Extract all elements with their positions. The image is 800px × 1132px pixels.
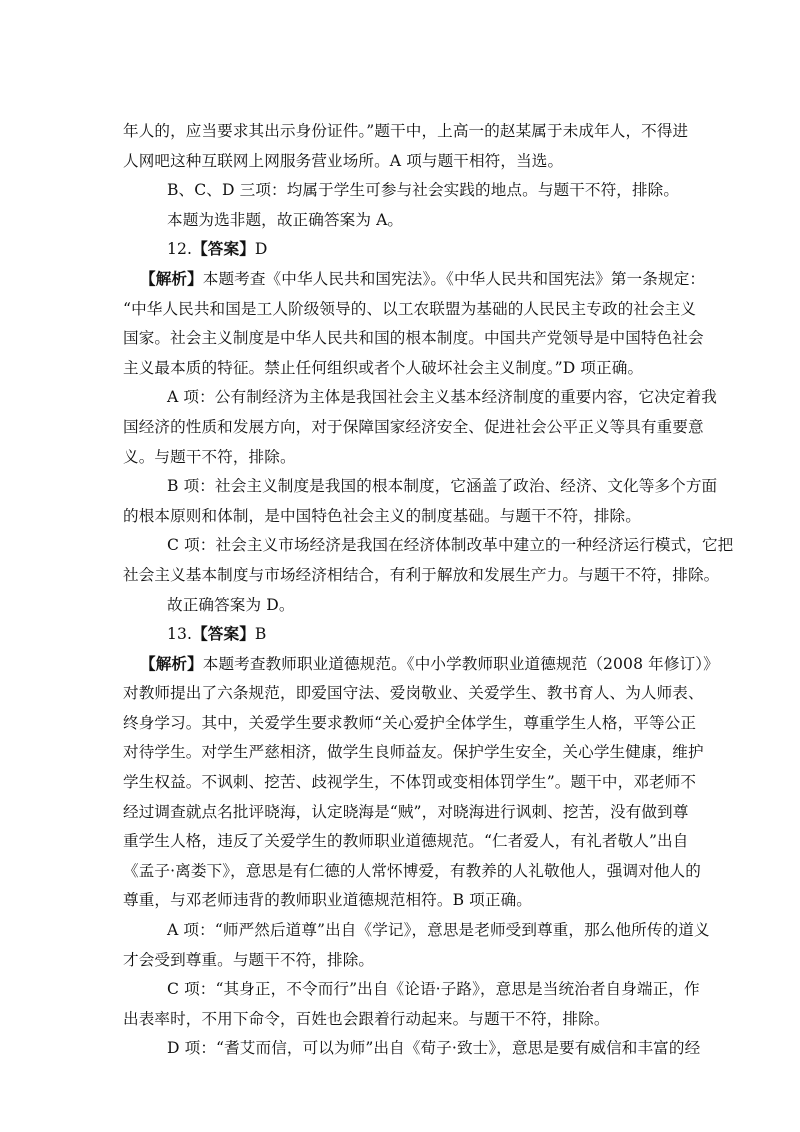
line-text: C 项：社会主义市场经济是我国在经济体制改革中建立的一种经济运行模式，它把	[167, 536, 734, 555]
text-line	[123, 443, 743, 473]
text-line	[123, 798, 743, 828]
text-line	[123, 1034, 743, 1064]
text-line	[123, 383, 743, 413]
text-line	[123, 886, 743, 916]
line-text: 经过调查就点名批评晓海，认定晓海是“贼”，对晓海进行讽刺、挖苦，没有做到尊	[123, 802, 689, 821]
line-text: 人网吧这种互联网上网服务营业场所。A 项与题干相符，当选。	[123, 151, 564, 170]
text-line	[123, 650, 743, 680]
line-text: 故正确答案为 D。	[167, 595, 295, 614]
line-text: 重学生人格，违反了关爱学生的教师职业道德规范。“仁者爱人，有礼者敬人”出自	[123, 832, 689, 851]
text-line	[123, 206, 743, 236]
line-text: 义。与题干不符，排除。	[123, 447, 296, 466]
section-marker: 【答案】	[192, 240, 255, 259]
text-line	[123, 324, 743, 354]
line-text: 对待学生。对学生严慈相济，做学生良师益友。保护学生安全，关心学生健康，维护	[123, 743, 704, 762]
line-text: A 项：“师严然后道尊”出自《学记》，意思是老师受到尊重，那么他所传的道义	[167, 921, 710, 940]
text-line	[123, 561, 743, 591]
line-text: 国家。社会主义制度是中华人民共和国的根本制度。中国共产党领导是中国特色社会	[123, 329, 704, 348]
text-line	[123, 946, 743, 976]
line-text: 终身学习。其中，关爱学生要求教师“关心爱护全体学生，尊重学生人格，平等公正	[123, 713, 697, 732]
line-text: B、C、D 三项：均属于学生可参与社会实践的地点。与题干不符，排除。	[167, 181, 680, 200]
text-line	[123, 265, 743, 295]
line-text: “中华人民共和国是工人阶级领导的、以工农联盟为基础的人民民主专政的社会主义	[123, 299, 697, 318]
text-line	[123, 117, 743, 147]
answer-explanation-text	[123, 117, 743, 1064]
line-text: 社会主义基本制度与市场经济相结合，有利于解放和发展生产力。与题干不符，排除。	[123, 565, 720, 584]
line-text: 才会受到尊重。与题干不符，排除。	[123, 950, 375, 969]
text-line	[123, 413, 743, 443]
text-line	[123, 620, 743, 650]
section-marker: 【答案】	[192, 625, 255, 644]
section-marker: 【解析】	[140, 654, 203, 673]
line-text: 本题考查《中华人民共和国宪法》。《中华人民共和国宪法》第一条规定：	[202, 269, 706, 288]
line-text: 尊重，与邓老师违背的教师职业道德规范相符。B 项正确。	[123, 891, 532, 910]
line-text: 13.	[167, 625, 193, 644]
text-line	[123, 679, 743, 709]
line-text: D	[254, 240, 268, 259]
text-line	[123, 738, 743, 768]
line-text: 对教师提出了六条规范，即爱国守法、爱岗敬业、关爱学生、教书育人、为人师表、	[123, 684, 704, 703]
text-line	[123, 176, 743, 206]
text-line	[123, 857, 743, 887]
line-text: 出表率时，不用下命令，百姓也会跟着行动起来。与题干不符，排除。	[123, 1009, 610, 1028]
text-line	[123, 531, 743, 561]
text-line	[123, 295, 743, 325]
line-text: B 项：社会主义制度是我国的根本制度，它涵盖了政治、经济、文化等多个方面	[167, 477, 718, 496]
line-text: 国经济的性质和发展方向，对于保障国家经济安全、促进社会公平正义等具有重要意	[123, 417, 704, 436]
text-line	[123, 768, 743, 798]
text-line	[123, 472, 743, 502]
text-line	[123, 591, 743, 621]
text-line	[123, 235, 743, 265]
line-text: 的根本原则和体制，是中国特色社会主义的制度基础。与题干不符，排除。	[123, 506, 641, 525]
section-marker: 【解析】	[140, 269, 203, 288]
line-text: 主义最本质的特征。禁止任何组织或者个人破坏社会主义制度。”D 项正确。	[123, 358, 644, 377]
text-line	[123, 975, 743, 1005]
line-text: 本题考查教师职业道德规范。《中小学教师职业道德规范（2008 年修订）》	[202, 654, 719, 673]
line-text: B	[254, 625, 267, 644]
line-text: 年人的，应当要求其出示身份证件。”题干中，上高一的赵某属于未成年人，不得进	[123, 122, 689, 140]
text-line	[123, 502, 743, 532]
text-line	[123, 827, 743, 857]
line-text: A 项：公有制经济为主体是我国社会主义基本经济制度的重要内容，它决定着我	[167, 388, 718, 407]
text-line	[123, 916, 743, 946]
line-text: 学生权益。不讽刺、挖苦、歧视学生，不体罚或变相体罚学生”。题干中，邓老师不	[123, 773, 697, 792]
text-line	[123, 147, 743, 177]
line-text: C 项：“其身正，不令而行”出自《论语·子路》，意思是当统治者自身端正，作	[167, 980, 700, 999]
text-line	[123, 709, 743, 739]
line-text: 《孟子·离娄下》，意思是有仁德的人常怀博爱，有教养的人礼敬他人，强调对他人的	[123, 861, 701, 880]
line-text: D 项：“耆艾而信，可以为师”出自《荀子·致士》，意思是要有威信和丰富的经	[167, 1039, 701, 1058]
line-text: 本题为选非题，故正确答案为 A。	[167, 210, 404, 229]
line-text: 12.	[167, 240, 193, 259]
text-line	[123, 1005, 743, 1035]
text-line	[123, 354, 743, 384]
